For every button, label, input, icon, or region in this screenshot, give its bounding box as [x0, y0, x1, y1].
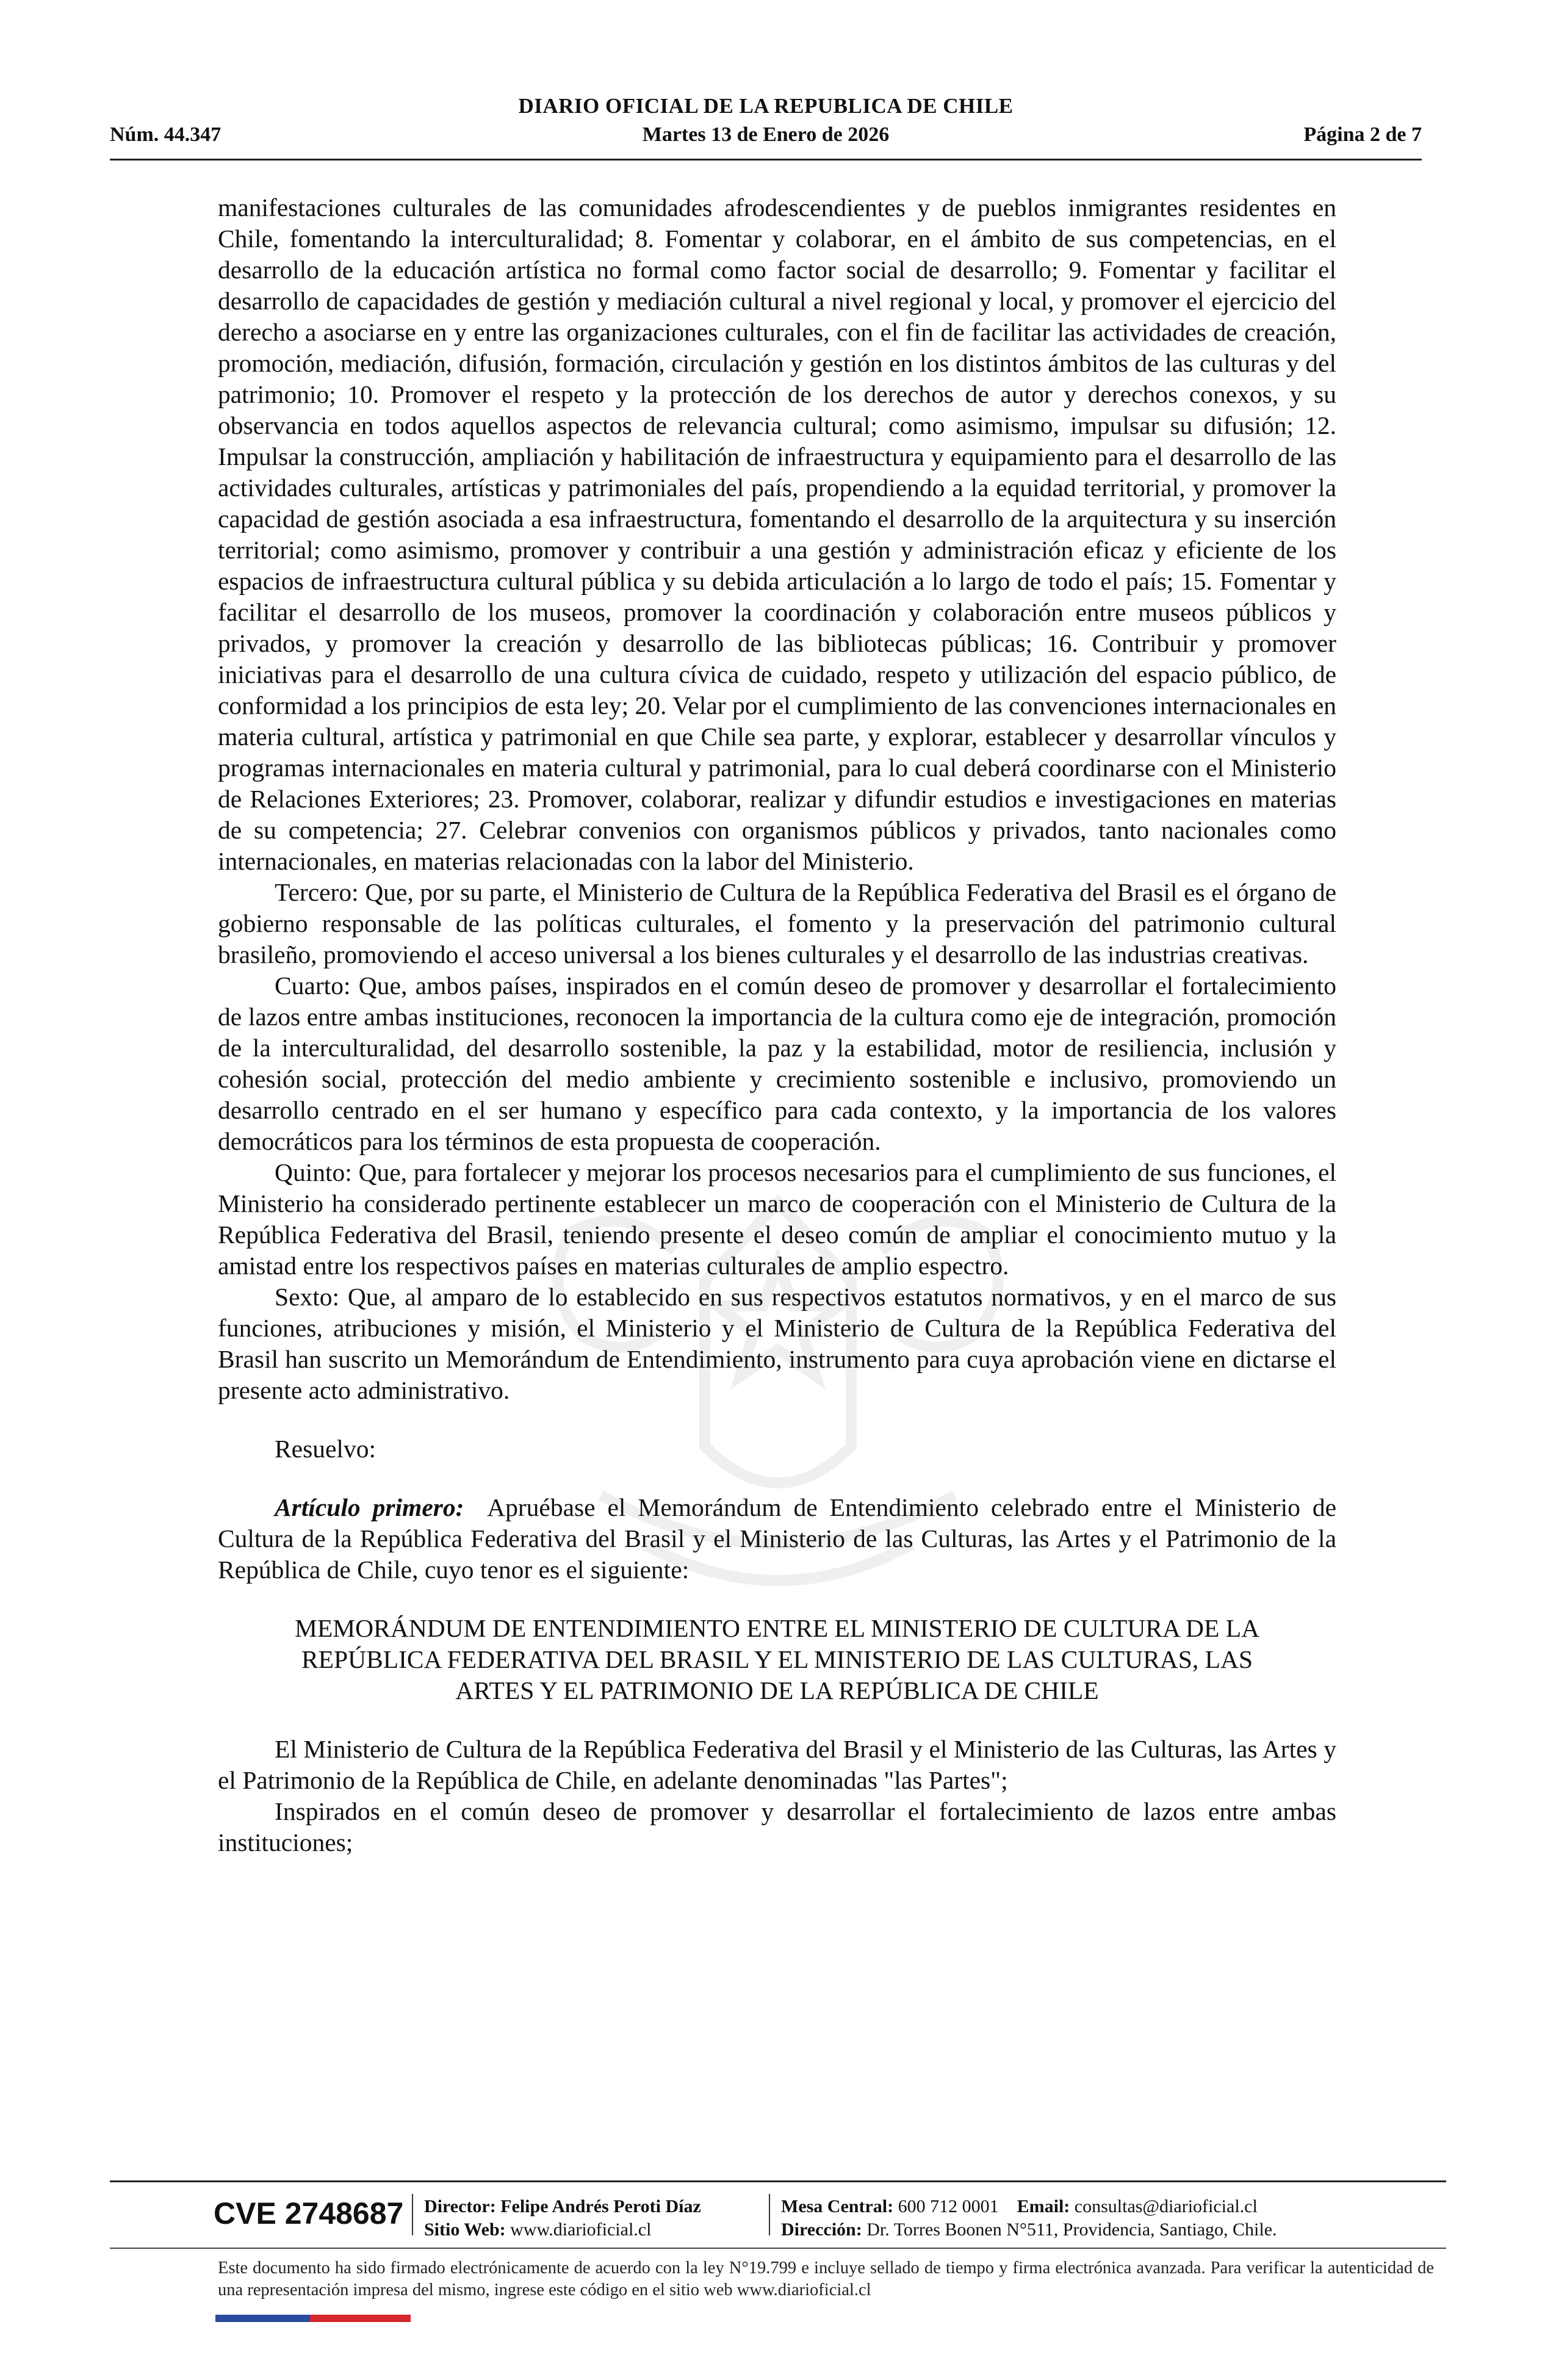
memorandum-title-line-1: MEMORÁNDUM DE ENTENDIMIENTO ENTRE EL MINISTERIO DE CULTURA DE LA — [294, 1614, 1260, 1642]
paragraph-sexto: Sexto: Que, al amparo de lo establecido en sus respectivos estatutos normativos, y en el marco de sus funciones, atribuciones y misión, el Ministerio y el Ministerio de Cultura de la República Federativa del Brasil han suscrito un Memorándum de Entendimiento, instrumento para cuya aprobación viene en dictarse el presente acto administrativo. — [218, 1283, 1336, 1404]
page-footer — [110, 2180, 1446, 2327]
email-link[interactable]: consultas@diarioficial.cl — [1074, 2196, 1258, 2216]
spacer — [218, 1585, 1336, 1613]
email-label: Email: — [1017, 2196, 1070, 2216]
mesa-label: Mesa Central: — [781, 2196, 894, 2216]
footer-middle-rule — [110, 2248, 1446, 2249]
paragraph-functions-continuation: manifestaciones culturales de las comunidades afrodescendientes y de pueblos inmigrantes residentes en Chile, fomentando la interculturalidad; 8. Fomentar y colaborar, en el ámbito de sus competencias, en el desarrollo de la educación artística no formal como factor social de desarrollo; 9. Fomentar y facilitar el desarrollo de capacidades de gestión y mediación cultural a nivel regional y local, y promover el ejercicio del derecho a asociarse en y entre las organizaciones culturales, con el fin de facilitar las actividades de creación, promoción, mediación, difusión, formación, circulación y gestión en los distintos ámbitos de las culturas y del patrimonio; 10. Promover el respeto y la protección de los derechos de autor y derechos conexos, y su observancia en todos aquellos aspectos de relevancia cultural; como asimismo, impulsar su difusión; 12. Impulsar la construcción, ampliación y habilitación de infraestructura y equipamiento para el desarrollo de las actividades culturales, artísticas y patrimoniales del país, propendiendo a la equidad territorial, y promover la capacidad de gestión asociada a esa infraestructura, fomentando el desarrollo de la arquitectura y su inserción territorial; como asimismo, promover y contribuir a una gestión y administración eficaz y eficiente de los espacios de infraestructura cultural pública y su debida articulación a lo largo de todo el país; 15. Fomentar y facilitar el desarrollo de los museos, promover la coordinación y colaboración entre museos públicos y privados, y promover la creación y desarrollo de las bibliotecas públicas; 16. Contribuir y promover iniciativas para el desarrollo de una cultura cívica de cuidado, respeto y utilización del espacio público, de conformidad a los principios de esta ley; 20. Velar por el cumplimiento de las convenciones internacionales en materia cultural, artística y patrimonial en que Chile sea parte, y explorar, establecer y desarrollar vínculos y programas internacionales en materia cultural y patrimonial, para lo cual deberá coordinarse con el Ministerio de Relaciones Exteriores; 23. Promover, colaborar, realizar y difundir estudios e investigaciones en materias de su competencia; 27. Celebrar convenios con organismos públicos y privados, tanto nacionales como internacionales, en materias relacionadas con la labor del Ministerio. — [218, 193, 1336, 875]
website-label: Sitio Web: — [424, 2220, 506, 2240]
footer-director-block — [424, 2195, 701, 2241]
paragraph-partes: El Ministerio de Cultura de la República Federativa del Brasil y el Ministerio de las Culturas, las Artes y el Patrimonio de la República de Chile, en adelante denominadas "las Partes"; — [218, 1735, 1336, 1794]
address-label: Dirección: — [781, 2220, 862, 2240]
paragraph-cuarto: Cuarto: Que, ambos países, inspirados en el común deseo de promover y desarrollar el fortalecimiento de lazos entre ambas instituciones, reconocen la importancia de la cultura como eje de integración, promoción de la interculturalidad, del desarrollo sostenible, la paz y la estabilidad, motor de resiliencia, inclusión y cohesión social, protección del medio ambiente y crecimiento sostenible e inclusivo, promoviendo un desarrollo centrado en el ser humano y específico para cada contexto, y la importancia de los valores democráticos para los términos de esta propuesta de cooperación. — [218, 972, 1336, 1155]
footer-divider — [412, 2194, 413, 2235]
flag-red-segment — [310, 2315, 411, 2322]
footer-top-rule — [110, 2180, 1446, 2182]
flag-blue-segment — [215, 2315, 310, 2322]
cve-code: CVE 2748687 — [214, 2196, 404, 2230]
page-header — [110, 92, 1422, 160]
footer-divider — [769, 2194, 770, 2235]
article-one-paragraph — [218, 1492, 1336, 1585]
mesa-phone: 600 712 0001 — [898, 2196, 999, 2216]
website-link[interactable]: www.diarioficial.cl — [510, 2220, 652, 2240]
director-label: Director: — [424, 2196, 496, 2216]
document-body — [218, 192, 1336, 1858]
journal-title: DIARIO OFICIAL DE LA REPUBLICA DE CHILE — [518, 94, 1014, 118]
paragraph-tercero: Tercero: Que, por su parte, el Ministerio de Cultura de la República Federativa del Brasil es el órgano de gobierno responsable de las políticas culturales, el fomento y la preservación del patrimonio cultural brasileño, promoviendo el acceso universal a los bienes culturales y el desarrollo de las industrias creativas. — [218, 878, 1336, 968]
resuelvo-heading: Resuelvo: — [275, 1435, 376, 1463]
paragraph-quinto: Quinto: Que, para fortalecer y mejorar los procesos necesarios para el cumplimiento de sus funciones, el Ministerio ha considerado pertinente establecer un marco de cooperación con el Ministerio de Cultura de la República Federativa del Brasil, teniendo presente el deseo común de ampliar el conocimiento mutuo y la amistad entre los respectivos países en materias culturales de amplio espectro. — [218, 1158, 1336, 1280]
legal-notice: Este documento ha sido firmado electrónicamente de acuerdo con la ley N°19.799 e incluye sellado de tiempo y firma electrónica avanzada. Para verificar la autenticidad de una representación impresa del mismo, ingrese este código en el sitio web www.diarioficial.cl — [218, 2259, 1434, 2299]
spacer — [218, 1465, 1336, 1492]
director-name: Felipe Andrés Peroti Díaz — [500, 2196, 701, 2216]
chile-flag-bar — [215, 2315, 411, 2322]
spacer — [218, 1706, 1336, 1734]
article-one-label: Artículo primero: — [275, 1493, 464, 1521]
page-number: Página 2 de 7 — [1303, 123, 1422, 146]
issue-date: Martes 13 de Enero de 2026 — [642, 123, 890, 146]
article-one-text: Apruébase el Memorándum de Entendimiento celebrado entre el Ministerio de Cultura de la República Federativa del Brasil y el Ministerio de las Culturas, las Artes y el Patrimonio de la República de Chile, cuyo tenor es el siguiente: — [218, 1493, 1336, 1584]
issue-number: Núm. 44.347 — [110, 123, 222, 146]
spacer — [218, 1406, 1336, 1433]
paragraph-inspirados: Inspirados en el común deseo de promover y desarrollar el fortalecimiento de lazos entre ambas instituciones; — [218, 1797, 1336, 1856]
footer-contact-block — [781, 2195, 1277, 2241]
address-value: Dr. Torres Boonen N°511, Providencia, Santiago, Chile. — [866, 2220, 1277, 2240]
memorandum-title-line-3: ARTES Y EL PATRIMONIO DE LA REPÚBLICA DE CHILE — [455, 1676, 1099, 1704]
memorandum-title-line-2: REPÚBLICA FEDERATIVA DEL BRASIL Y EL MINISTERIO DE LAS CULTURAS, LAS — [301, 1645, 1253, 1673]
